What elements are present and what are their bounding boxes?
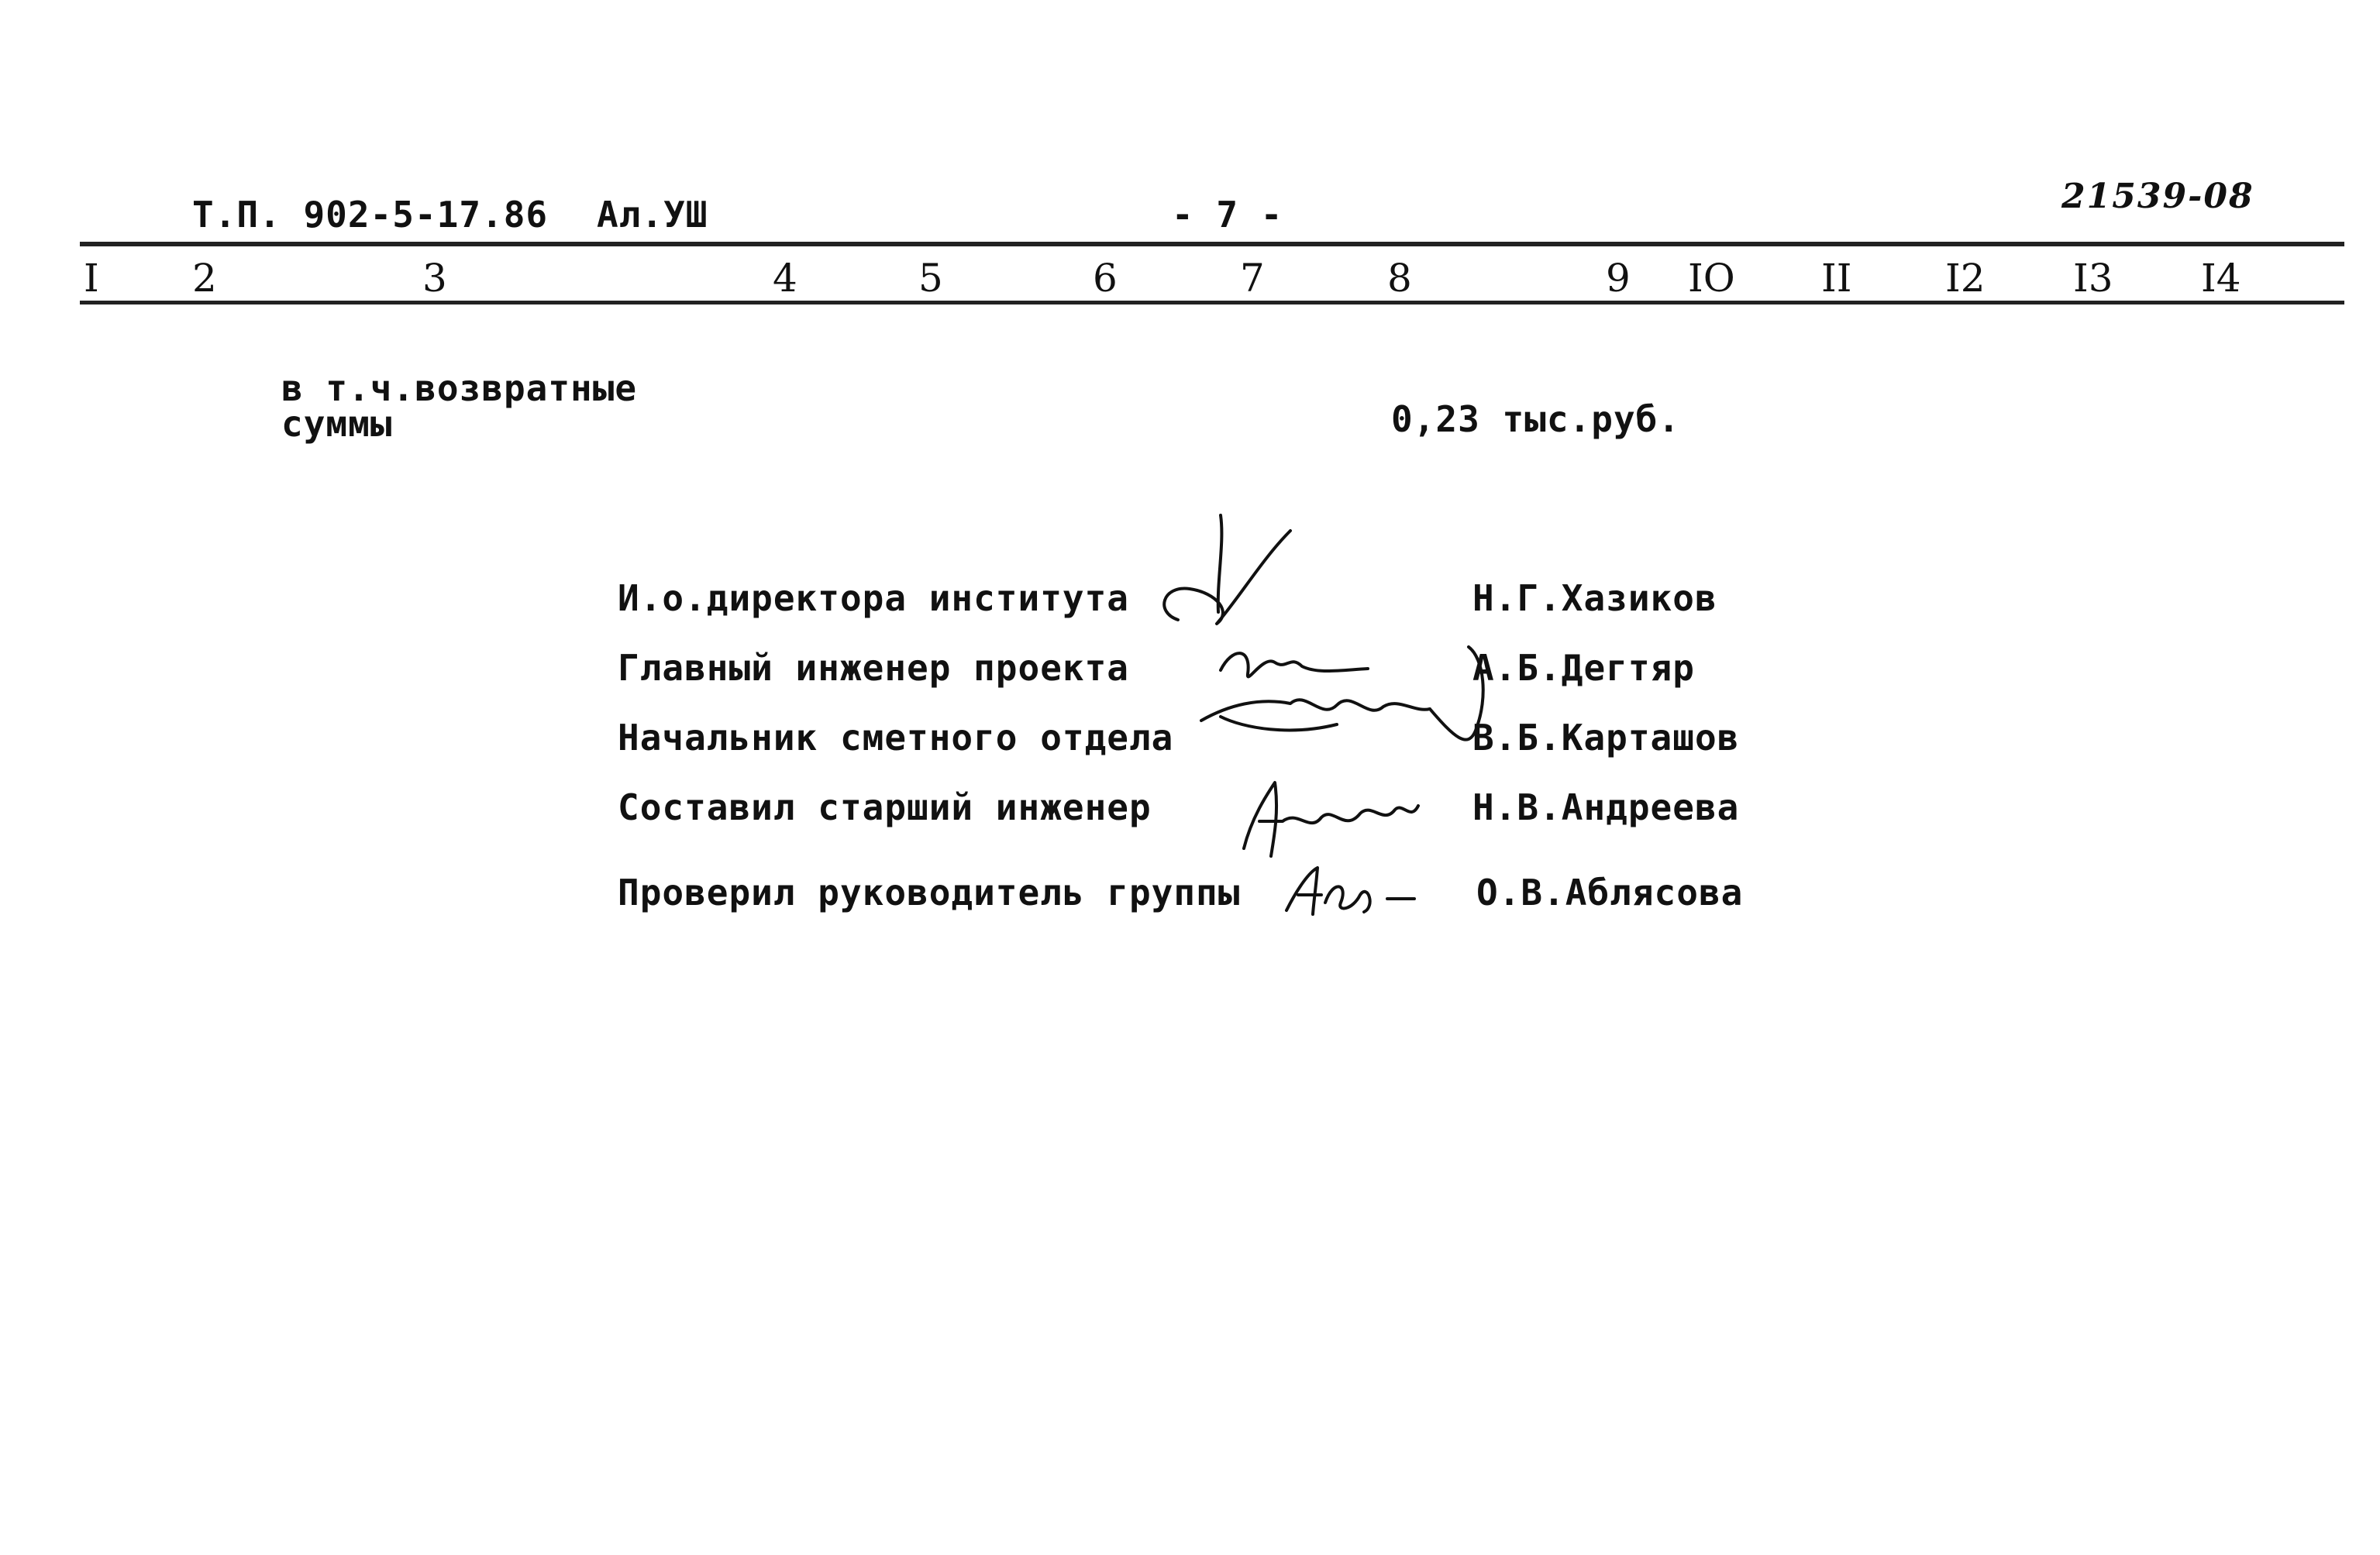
column-number: IO xyxy=(1688,256,1735,301)
page-number: - 7 - xyxy=(1172,194,1283,236)
signatory-name: Н.В.Андреева xyxy=(1472,786,1740,828)
signature-row xyxy=(0,647,2380,709)
signature-row xyxy=(0,717,2380,779)
signatory-name: В.Б.Карташов xyxy=(1472,717,1740,759)
column-number: 9 xyxy=(1606,256,1631,301)
document-code: Т.П. 902-5-17.86 xyxy=(192,194,549,236)
column-number: 8 xyxy=(1387,256,1412,301)
handwritten-signature-icon xyxy=(1147,511,1302,635)
signature-row xyxy=(0,577,2380,639)
column-number: I2 xyxy=(1945,256,1986,301)
signatory-name: Н.Г.Хазиков xyxy=(1472,577,1717,619)
column-number: II xyxy=(1821,256,1852,301)
handwritten-signature-icon xyxy=(1236,779,1422,864)
returnable-sums-label-line1: в т.ч.возвратные xyxy=(281,367,638,409)
album-number: Ал.УШ xyxy=(597,194,708,236)
signatory-role: Проверил руководитель группы xyxy=(618,872,1241,913)
header-rule-bottom xyxy=(80,301,2344,304)
handwritten-signature-icon xyxy=(1279,864,1418,926)
column-number: 4 xyxy=(773,256,797,301)
column-number: 7 xyxy=(1240,256,1265,301)
handwritten-signature-icon xyxy=(1197,643,1492,798)
signatory-role: И.о.директора института xyxy=(618,577,1129,619)
column-number: I3 xyxy=(2073,256,2113,301)
signatory-name: А.Б.Дегтяр xyxy=(1472,647,1695,689)
signatory-role: Составил старший инженер xyxy=(618,786,1152,828)
header-rule-top xyxy=(80,242,2344,246)
signatory-name: О.В.Аблясова xyxy=(1476,872,1744,913)
signature-row xyxy=(0,786,2380,848)
signature-row xyxy=(0,872,2380,934)
signatory-role: Главный инженер проекта xyxy=(618,647,1129,689)
column-number: 3 xyxy=(422,256,447,301)
signatory-role: Начальник сметного отдела xyxy=(618,717,1174,759)
returnable-sums-amount: 0,23 тыс.руб. xyxy=(1391,398,1681,440)
returnable-sums-label-line2: суммы xyxy=(281,403,393,445)
column-number: 6 xyxy=(1093,256,1118,301)
column-number: 5 xyxy=(918,256,943,301)
column-number: 2 xyxy=(192,256,217,301)
column-number: I xyxy=(84,256,99,301)
column-number: I4 xyxy=(2201,256,2241,301)
inventory-number: 21539-08 xyxy=(2061,177,2254,216)
